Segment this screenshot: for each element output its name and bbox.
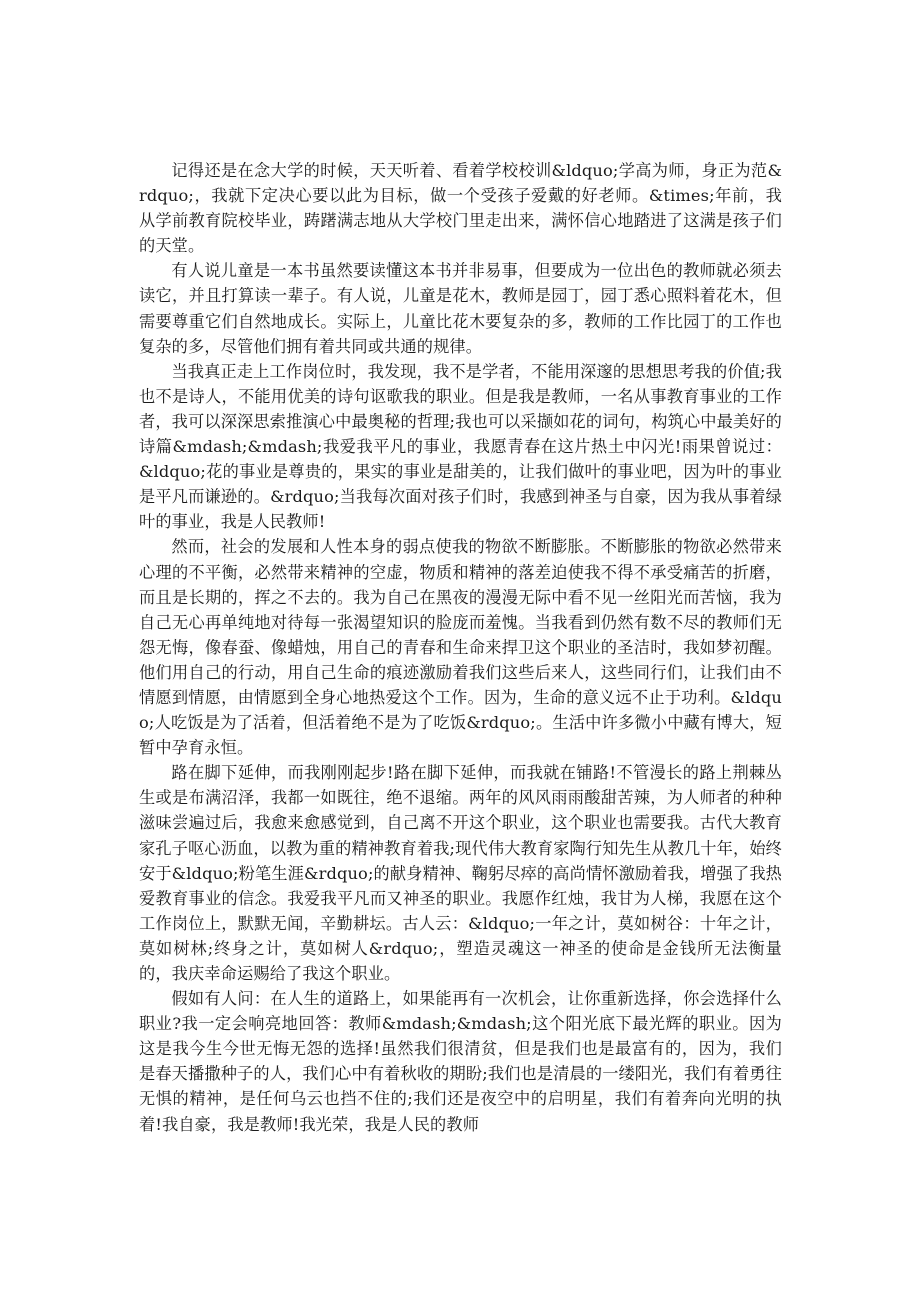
paragraph-6: 假如有人问：在人生的道路上，如果能再有一次机会，让你重新选择，你会选择什么职业?我一定会响亮地回答：教师&mdash;&mdash;这个阳光底下最光辉的职业。因为这是我今生今世无悔无怨的选择!虽然我们很清贫，但是我们也是最富有的，因为，我们是春天播撒种子的人，我们心中有着秋收的期盼;我们也是清晨的一缕阳光，我们有着勇往无惧的精神，是任何乌云也挡不住的;我们还是夜空中的启明星，我们有着奔向光明的执着!我自豪，我是教师!我光荣，我是人民的教师 [139,989,782,1134]
paragraph-1: 记得还是在念大学的时候，天天听着、看着学校校训&ldquo;学高为师，身正为范&rdquo;，我就下定决心要以此为目标，做一个受孩子爱戴的好老师。&times;年前，我从学前教育院校毕业，踌躇满志地从大学校门里走出来，满怀信心地踏进了这满是孩子们的天堂。 [139,161,782,256]
document-body [139,158,782,1137]
paragraph-3: 当我真正走上工作岗位时，我发现，我不是学者，不能用深邃的思想思考我的价值;我也不是诗人，不能用优美的诗句讴歌我的职业。但是我是教师，一名从事教育事业的工作者，我可以深深思索推演心中最奥秘的哲理;我也可以采撷如花的词句，构筑心中最美好的诗篇&mdash;&mdash;我爱我平凡的事业，我愿青春在这片热土中闪光!雨果曾说过：&ldquo;花的事业是尊贵的，果实的事业是甜美的，让我们做叶的事业吧，因为叶的事业是平凡而谦逊的。&rdquo;当我每次面对孩子们时，我感到神圣与自豪，因为我从事着绿叶的事业，我是人民教师! [139,361,782,532]
paragraph-4: 然而，社会的发展和人性本身的弱点使我的物欲不断膨胀。不断膨胀的物欲必然带来心理的不平衡，必然带来精神的空虚，物质和精神的落差迫使我不得不承受痛苦的折磨，而且是长期的，挥之不去的。我为自己在黑夜的漫漫无际中看不见一丝阳光而苦恼，我为自己无心再单纯地对待每一张渴望知识的脸庞而羞愧。当我看到仍然有数不尽的教师们无怨无悔，像春蚕、像蜡烛，用自己的青春和生命来捍卫这个职业的圣洁时，我如梦初醒。他们用自己的行动，用自己生命的痕迹激励着我们这些后来人，这些同行们，让我们由不情愿到情愿，由情愿到全身心地热爱这个工作。因为，生命的意义远不止于功利。&ldquo;人吃饭是为了活着，但活着绝不是为了吃饭&rdquo;。生活中许多微小中藏有博大，短暂中孕育永恒。 [139,537,782,758]
paragraph-5: 路在脚下延伸，而我刚刚起步!路在脚下延伸，而我就在铺路!不管漫长的路上荆棘丛生或是布满沼泽，我都一如既往，绝不退缩。两年的风风雨雨酸甜苦辣，为人师者的种种滋味尝遍过后，我愈来愈感觉到，自己离不开这个职业，这个职业也需要我。古代大教育家孔子呕心沥血，以教为重的精神教育着我;现代伟大教育家陶行知先生从教几十年，始终安于&ldquo;粉笔生涯&rdquo;的献身精神、鞠躬尽瘁的高尚情怀激励着我，增强了我热爱教育事业的信念。我爱我平凡而又神圣的职业。我愿作红烛，我甘为人梯，我愿在这个工作岗位上，默默无闻，辛勤耕坛。古人云：&ldquo;一年之计，莫如树谷：十年之计，莫如树林;终身之计，莫如树人&rdquo;，塑造灵魂这一神圣的使命是金钱所无法衡量的，我庆幸命运赐给了我这个职业。 [139,763,782,983]
paragraph-2: 有人说儿童是一本书虽然要读懂这本书并非易事，但要成为一位出色的教师就必须去读它，并且打算读一辈子。有人说，儿童是花木，教师是园丁，园丁悉心照料着花木，但需要尊重它们自然地成长。实际上，儿童比花木要复杂的多，教师的工作比园丁的工作也复杂的多，尽管他们拥有着共同或共通的规律。 [139,261,782,356]
